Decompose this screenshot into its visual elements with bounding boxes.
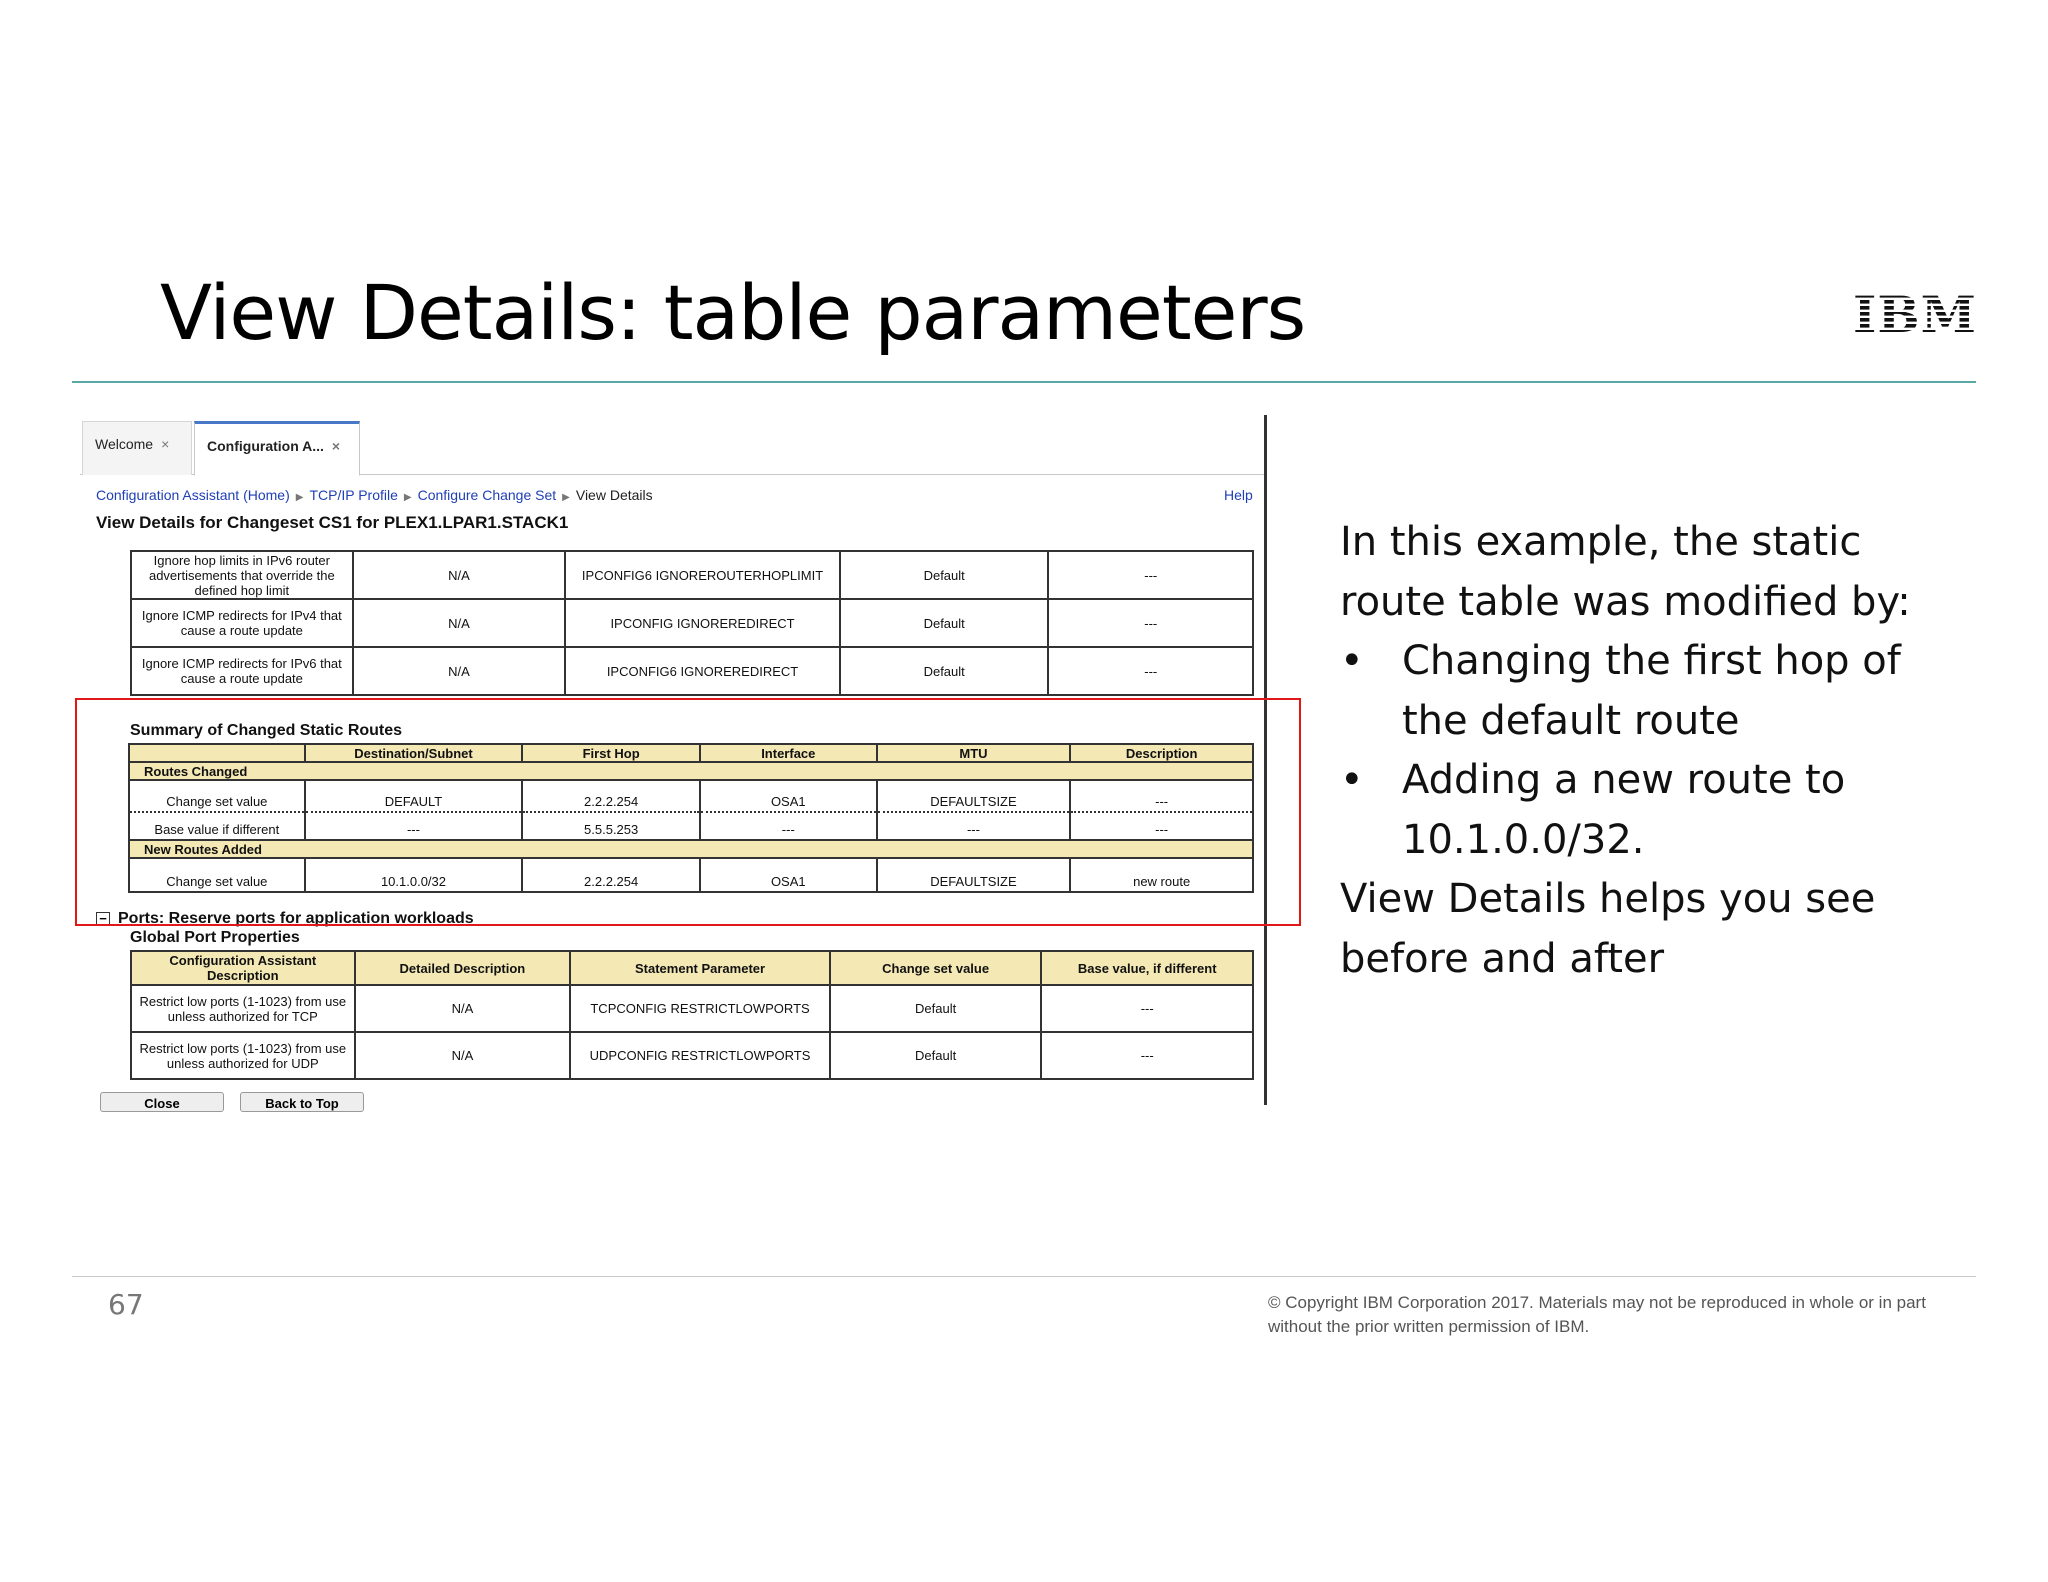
table-row <box>131 1032 1253 1079</box>
global-port-properties-title: Global Port Properties <box>130 929 300 946</box>
footer-divider <box>72 1276 1976 1277</box>
breadcrumb-home-link[interactable]: Configuration Assistant (Home) <box>96 487 290 503</box>
slide-title: View Details: table parameters <box>160 268 1306 357</box>
routes-section-title: Summary of Changed Static Routes <box>130 722 403 739</box>
ibm-logo <box>1853 285 1977 344</box>
tab-label: Configuration A... <box>207 438 324 454</box>
bullet-item <box>1340 751 1960 870</box>
table-cell: Default <box>840 647 1049 695</box>
breadcrumb-tcpip-profile-link[interactable]: TCP/IP Profile <box>309 487 398 503</box>
breadcrumb-configure-change-set-link[interactable]: Configure Change Set <box>417 487 557 503</box>
table-cell: Default <box>830 985 1042 1032</box>
page-number: 67 <box>108 1288 144 1321</box>
table-row <box>131 599 1253 647</box>
explanation-outro: View Details helps you see before and after <box>1340 876 1876 982</box>
page-heading: View Details for Changeset CS1 for PLEX1.LPAR1.STACK1 <box>96 513 569 532</box>
group-label: Routes Changed <box>129 762 1253 780</box>
bullet-icon: • <box>1340 757 1364 803</box>
tab-label: Welcome <box>95 436 154 452</box>
column-header: Description <box>1070 744 1253 762</box>
table-row <box>131 647 1253 695</box>
table-cell: Restrict low ports (1-1023) from use unless authorized for TCP <box>131 985 355 1032</box>
table-cell: N/A <box>355 1032 571 1079</box>
bullet-text: Changing the first hop of the default route <box>1402 638 1901 744</box>
port-properties-table <box>130 950 1254 1080</box>
table-cell: Ignore ICMP redirects for IPv6 that cause a route update <box>131 647 353 695</box>
column-header: Interface <box>700 744 877 762</box>
table-cell: N/A <box>355 985 571 1032</box>
table-cell: --- <box>1041 1032 1253 1079</box>
highlight-box <box>75 698 1301 926</box>
table-cell: OSA1 <box>700 780 877 812</box>
table-cell: TCPCONFIG RESTRICTLOWPORTS <box>570 985 830 1032</box>
table-cell: DEFAULT <box>305 780 523 812</box>
tab-bar <box>80 415 1266 475</box>
table-cell: 2.2.2.254 <box>522 858 700 892</box>
tab-configuration-assistant[interactable] <box>194 421 360 476</box>
table-cell: IPCONFIG IGNOREREDIRECT <box>565 599 840 647</box>
bullet-icon: • <box>1340 638 1364 684</box>
table-row <box>131 985 1253 1032</box>
group-label: New Routes Added <box>129 840 1253 858</box>
table-cell: Change set value <box>129 858 305 892</box>
chevron-right-icon: ▶ <box>562 492 570 503</box>
table-header-row <box>131 951 1253 985</box>
bullet-item <box>1340 632 1960 751</box>
column-header: First Hop <box>522 744 700 762</box>
table-cell: DEFAULTSIZE <box>877 858 1071 892</box>
table-cell: DEFAULTSIZE <box>877 780 1071 812</box>
table-cell: --- <box>1070 812 1253 840</box>
table-cell: Base value if different <box>129 812 305 840</box>
table-cell: N/A <box>353 647 566 695</box>
table-cell: IPCONFIG6 IGNOREROUTERHOPLIMIT <box>565 551 840 599</box>
table-cell: 10.1.0.0/32 <box>305 858 523 892</box>
table-cell: --- <box>1048 551 1253 599</box>
table-cell: N/A <box>353 599 566 647</box>
column-header: Statement Parameter <box>570 951 830 985</box>
table-cell: 5.5.5.253 <box>522 812 700 840</box>
breadcrumb <box>96 487 653 503</box>
column-header: MTU <box>877 744 1071 762</box>
table-cell: Default <box>840 599 1049 647</box>
close-button[interactable]: Close <box>100 1092 224 1112</box>
table-cell: --- <box>1048 599 1253 647</box>
column-header: Change set value <box>830 951 1042 985</box>
ip-config-table <box>130 550 1254 696</box>
table-cell: Default <box>840 551 1049 599</box>
table-cell: Default <box>830 1032 1042 1079</box>
table-cell: Ignore ICMP redirects for IPv4 that cause a route update <box>131 599 353 647</box>
table-cell: --- <box>877 812 1071 840</box>
table-cell: 2.2.2.254 <box>522 780 700 812</box>
bullet-text: Adding a new route to 10.1.0.0/32. <box>1402 757 1846 863</box>
table-cell: --- <box>305 812 523 840</box>
ports-section-title: Ports: Reserve ports for application workloads <box>118 910 474 927</box>
table-cell: --- <box>1048 647 1253 695</box>
tab-welcome[interactable] <box>82 421 192 475</box>
table-cell: Change set value <box>129 780 305 812</box>
help-link[interactable]: Help <box>1224 487 1253 503</box>
column-header: Configuration Assistant Description <box>131 951 355 985</box>
table-cell: Ignore hop limits in IPv6 router advertisements that override the defined hop limit <box>131 551 353 599</box>
table-cell: OSA1 <box>700 858 877 892</box>
column-header: Base value, if different <box>1041 951 1253 985</box>
back-to-top-button[interactable]: Back to Top <box>240 1092 364 1112</box>
table-row <box>131 551 1253 599</box>
close-icon[interactable]: × <box>331 438 341 454</box>
table-cell: IPCONFIG6 IGNOREREDIRECT <box>565 647 840 695</box>
explanation-intro: In this example, the static route table was modified by: <box>1340 519 1911 625</box>
table-cell: UDPCONFIG RESTRICTLOWPORTS <box>570 1032 830 1079</box>
table-cell: N/A <box>353 551 566 599</box>
table-cell: new route <box>1070 858 1253 892</box>
explanation-text <box>1340 513 1960 989</box>
breadcrumb-current: View Details <box>575 487 653 503</box>
title-divider <box>72 381 1976 383</box>
table-cell: --- <box>1070 780 1253 812</box>
chevron-right-icon: ▶ <box>403 492 412 503</box>
table-cell: --- <box>1041 985 1253 1032</box>
column-header: Destination/Subnet <box>305 744 523 762</box>
table-cell: --- <box>700 812 877 840</box>
collapse-icon[interactable]: − <box>96 912 110 926</box>
chevron-right-icon: ▶ <box>295 492 304 503</box>
svg-text:IBM: IBM <box>1853 285 1977 344</box>
column-header: Detailed Description <box>355 951 571 985</box>
copyright-notice: © Copyright IBM Corporation 2017. Materials may not be reproduced in whole or in part without the prior written permission of IBM. <box>1268 1293 1926 1336</box>
table-cell: Restrict low ports (1-1023) from use unless authorized for UDP <box>131 1032 355 1079</box>
close-icon[interactable]: × <box>161 436 170 452</box>
